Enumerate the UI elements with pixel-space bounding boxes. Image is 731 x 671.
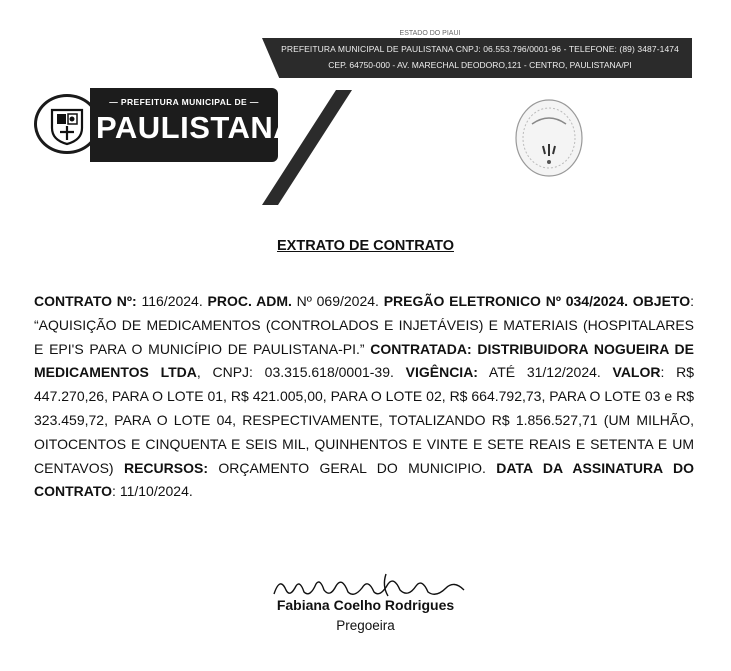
paragraph-bold-segment: CONTRATADA: DISTRIBUIDORA NOGUEIRA DE MEDICAMENTOS LTDA [34,340,694,381]
stamp-seal-icon [510,94,588,180]
paragraph-bold-segment: PROC. ADM. [207,293,292,309]
paragraph-text-segment: , CNPJ: 03.315.618/0001-39. [196,364,406,381]
paragraph-bold-segment: VIGÊNCIA: [405,364,478,381]
signatory-role: Pregoeira [336,618,395,633]
header-address-line2: CEP. 64750-000 - AV. MARECHAL DEODORO,121 - CENTRO, PAULISTANA/PI [328,60,632,70]
paragraph-text-segment: Nº 069/2024. [291,293,384,309]
paragraph-text-segment: : “AQUISIÇÃO DE MEDICAMENTOS (CONTROLADOS E INJETÁVEIS) E MATERIAIS (HOSPITALARES E EPI'S PARA O MUNICÍPIO DE PAULISTANA-PI.” [34,293,694,357]
paragraph-bold-segment: RECURSOS: [123,459,208,476]
decorative-stripe [0,0,731,240]
header-state-line: ESTADO DO PIAUI [399,30,461,37]
paragraph-text-segment: 116/2024. [136,293,208,309]
paragraph-text-segment: ATÉ 31/12/2024. [477,364,613,381]
paragraph-text-segment: ORÇAMENTO GERAL DO MUNICIPIO. [207,459,497,476]
paragraph-bold-segment: PREGÃO ELETRONICO Nº 034/2024. OBJETO [383,293,691,309]
paragraph-text-segment: : R$ 447.270,26, PARA O LOTE 01, R$ 421.005,00, PARA O LOTE 02, R$ 664.792,73, PARA O LOTE 03 e R$ 323.459,72, PARA O LOTE 04, RESPECTIVAMENTE, TOTALIZANDO R$ 1.856.527,71 (UM MILHÃO, OITOCENTOS E CINQUENTA E SEIS MIL, QUINHENTOS E VINTE E SETE REAIS E SETENTA E UM CENTAVOS) [34,364,694,476]
header-address-line1: PREFEITURA MUNICIPAL DE PAULISTANA CNPJ: 06.553.796/0001-96 - TELEFONE: (89) 3487-1474 [281,44,679,54]
document-title: EXTRATO DE CONTRATO [277,238,454,254]
signatory-name: Fabiana Coelho Rodrigues [276,597,455,613]
paragraph-bold-segment: CONTRATO Nº: [34,293,137,309]
paragraph-bold-segment: DATA DA ASSINATURA DO CONTRATO [34,459,695,500]
paragraph-text-segment: : 11/10/2024. [112,483,193,500]
contract-extract-paragraph [34,290,694,504]
paragraph-bold-segment: VALOR [612,364,661,381]
logo-subtitle: — PREFEITURA MUNICIPAL DE — [109,97,259,107]
logo-title: PAULISTANA [96,110,297,145]
